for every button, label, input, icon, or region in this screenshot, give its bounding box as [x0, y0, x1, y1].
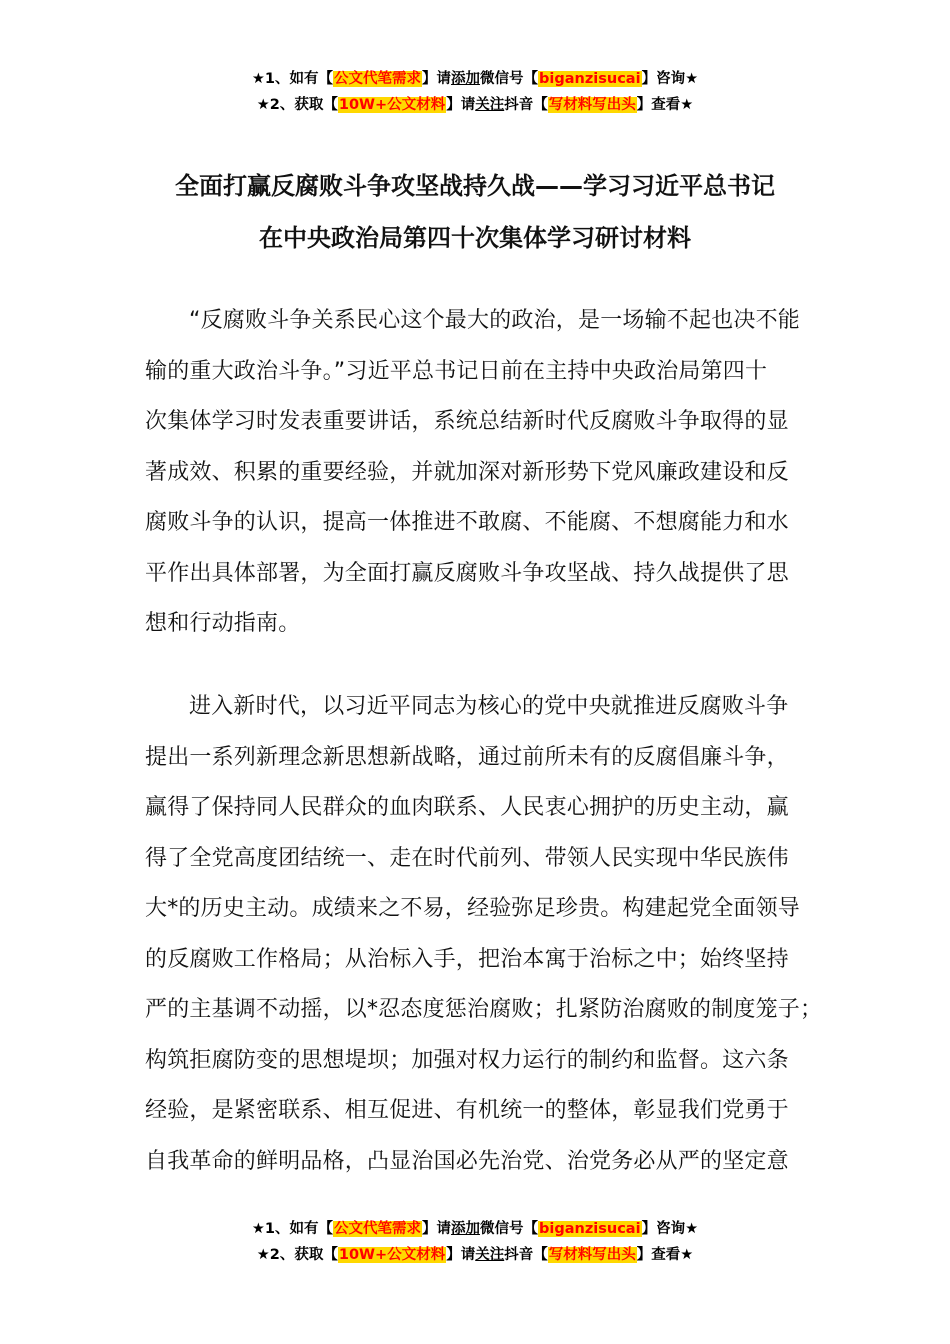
paragraph-line: 大*的历史主动。成绩来之不易，经验弥足珍贵。构建起党全面领导	[145, 896, 801, 921]
body-paragraph-2	[145, 682, 823, 1187]
title-line-2: 在中央政治局第四十次集体学习研讨材料	[259, 224, 691, 252]
emphasis-text: 添加	[451, 71, 481, 87]
paragraph-line: 的反腐败工作格局；从治标入手，把治本寓于治标之中；始终坚持	[145, 946, 789, 972]
paragraph-line: 次集体学习时发表重要讲话，系统总结新时代反腐败斗争取得的显	[145, 409, 789, 434]
highlight-materials: 10W+公文材料	[338, 1247, 446, 1263]
highlight-douyin-account: 写材料写出头	[548, 97, 636, 113]
banner-text: 】查看	[636, 1247, 681, 1263]
banner-text: 】请	[422, 1221, 452, 1237]
star-icon: ★	[685, 71, 699, 87]
paragraph-line: 输的重大政治斗争。”习近平总书记日前在主持中央政治局第四十	[145, 358, 768, 384]
paragraph-line: 平作出具体部署，为全面打赢反腐败斗争攻坚战、持久战提供了思	[145, 560, 789, 586]
star-icon: ★	[680, 1247, 694, 1263]
star-icon: ★	[680, 97, 694, 113]
paragraph-line: 自我革命的鲜明品格，凸显治国必先治党、治党务必从严的坚定意	[145, 1148, 789, 1174]
star-icon: ★	[251, 71, 265, 87]
highlight-douyin-account: 写材料写出头	[548, 1247, 636, 1263]
paragraph-line: 想和行动指南。	[145, 611, 301, 636]
banner-text: 抖音【	[504, 1247, 548, 1263]
banner-text: 】咨询	[641, 71, 686, 87]
title-line-1: 全面打赢反腐败斗争攻坚战持久战——学习习近平总书记	[175, 172, 775, 200]
document-title	[0, 160, 950, 264]
paragraph-line: 构筑拒腐防变的思想堤坝；加强对权力运行的制约和监督。这六条	[145, 1047, 789, 1073]
emphasis-text: 添加	[451, 1221, 481, 1237]
highlight-wechat-id: biganzisucai	[539, 1221, 641, 1237]
paragraph-line: 腐败斗争的认识，提高一体推进不敢腐、不能腐、不想腐能力和水	[145, 510, 789, 535]
star-icon: ★	[251, 1221, 265, 1237]
header-banner	[0, 66, 950, 118]
banner-text: 】请	[446, 1247, 476, 1263]
banner-text: 】请	[422, 71, 452, 87]
highlight-service: 公文代笔需求	[334, 1221, 422, 1237]
emphasis-text: 关注	[475, 97, 505, 113]
footer-banner-line-1	[0, 1216, 950, 1242]
banner-text: 2、获取【	[269, 97, 338, 113]
banner-text: 】咨询	[641, 1221, 686, 1237]
banner-text: 】请	[446, 97, 476, 113]
paragraph-line: 提出一系列新理念新思想新战略，通过前所未有的反腐倡廉斗争，	[145, 744, 789, 770]
star-icon: ★	[256, 1247, 270, 1263]
header-banner-line-1	[0, 66, 950, 92]
star-icon: ★	[685, 1221, 699, 1237]
banner-text: 抖音【	[504, 97, 548, 113]
highlight-service: 公文代笔需求	[334, 71, 422, 87]
header-banner-line-2	[0, 92, 950, 118]
footer-banner	[0, 1216, 950, 1268]
paragraph-line: 著成效、积累的重要经验，并就加深对新形势下党风廉政建设和反	[145, 459, 789, 485]
banner-text: 微信号【	[480, 71, 539, 87]
paragraph-line: 进入新时代，以习近平同志为核心的党中央就推进反腐败斗争	[189, 694, 789, 719]
paragraph-line: 经验，是紧密联系、相互促进、有机统一的整体，彰显我们党勇于	[145, 1098, 789, 1123]
paragraph-line: 赢得了保持同人民群众的血肉联系、人民衷心拥护的历史主动，赢	[145, 795, 789, 820]
banner-text: 1、如有【	[264, 71, 334, 87]
footer-banner-line-2	[0, 1242, 950, 1268]
highlight-wechat-id: biganzisucai	[539, 71, 641, 87]
paragraph-line: 得了全党高度团结统一、走在时代前列、带领人民实现中华民族伟	[145, 845, 789, 871]
highlight-materials: 10W+公文材料	[338, 97, 446, 113]
star-icon: ★	[256, 97, 270, 113]
emphasis-text: 关注	[475, 1247, 505, 1263]
banner-text: 】查看	[636, 97, 681, 113]
banner-text: 2、获取【	[269, 1247, 338, 1263]
paragraph-line: 严的主基调不动摇，以*忍态度惩治腐败；扎紧防治腐败的制度笼子；	[145, 997, 823, 1022]
banner-text: 微信号【	[480, 1221, 539, 1237]
banner-text: 1、如有【	[264, 1221, 334, 1237]
paragraph-line: “反腐败斗争关系民心这个最大的政治，是一场输不起也决不能	[189, 308, 800, 333]
body-paragraph-1	[145, 296, 807, 650]
